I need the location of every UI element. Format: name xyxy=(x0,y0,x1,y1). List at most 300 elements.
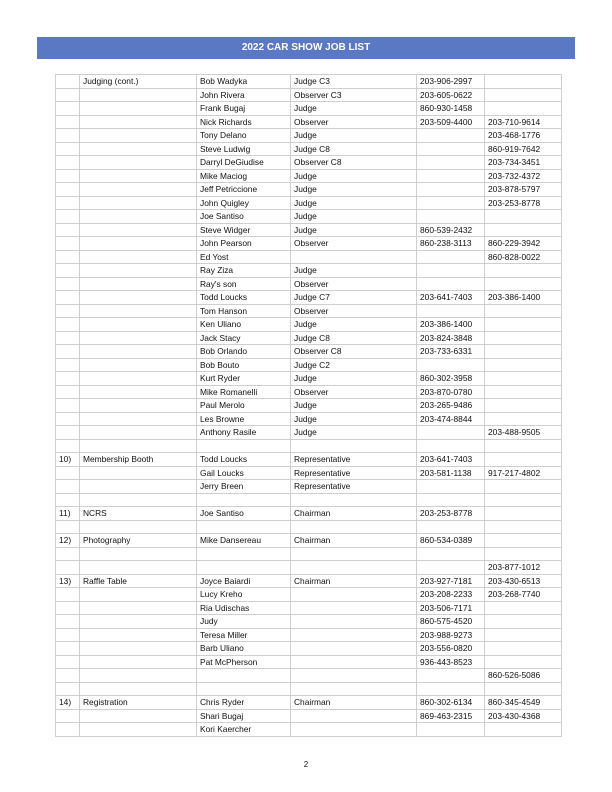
job-area-cell: Membership Booth xyxy=(80,453,197,467)
role-cell xyxy=(291,250,417,264)
row-number-cell xyxy=(56,250,80,264)
row-number-cell: 11) xyxy=(56,507,80,521)
role-cell: Representative xyxy=(291,480,417,494)
role-cell: Judge xyxy=(291,318,417,332)
table-row xyxy=(56,655,562,669)
row-number-cell xyxy=(56,547,80,561)
job-area-cell xyxy=(80,399,197,413)
volunteer-name-cell: Judy xyxy=(197,615,291,629)
job-area-cell xyxy=(80,237,197,251)
phone-primary-cell: 203-988-9273 xyxy=(417,628,485,642)
row-number-cell xyxy=(56,466,80,480)
phone-secondary-cell: 203-488-9505 xyxy=(485,426,562,440)
table-row xyxy=(56,250,562,264)
role-cell xyxy=(291,669,417,683)
volunteer-name-cell: Bob Orlando xyxy=(197,345,291,359)
job-area-cell xyxy=(80,102,197,116)
role-cell: Representative xyxy=(291,453,417,467)
table-row xyxy=(56,601,562,615)
row-number-cell xyxy=(56,520,80,534)
table-row xyxy=(56,358,562,372)
job-area-cell xyxy=(80,277,197,291)
job-area-cell xyxy=(80,156,197,170)
volunteer-name-cell: Todd Loucks xyxy=(197,453,291,467)
volunteer-name-cell: Ria Udischas xyxy=(197,601,291,615)
role-cell: Observer C3 xyxy=(291,88,417,102)
volunteer-name-cell: Les Browne xyxy=(197,412,291,426)
phone-primary-cell xyxy=(417,547,485,561)
table-row xyxy=(56,709,562,723)
volunteer-name-cell: Bob Bouto xyxy=(197,358,291,372)
row-number-cell xyxy=(56,142,80,156)
volunteer-name-cell: Teresa Miller xyxy=(197,628,291,642)
phone-secondary-cell xyxy=(485,507,562,521)
phone-primary-cell xyxy=(417,480,485,494)
job-area-cell xyxy=(80,115,197,129)
phone-primary-cell: 203-641-7403 xyxy=(417,291,485,305)
job-area-cell xyxy=(80,142,197,156)
row-number-cell xyxy=(56,102,80,116)
volunteer-name-cell: Ed Yost xyxy=(197,250,291,264)
job-area-cell xyxy=(80,615,197,629)
phone-primary-cell xyxy=(417,196,485,210)
phone-primary-cell: 860-302-6134 xyxy=(417,696,485,710)
volunteer-name-cell: Kori Kaercher xyxy=(197,723,291,737)
role-cell: Observer C8 xyxy=(291,156,417,170)
role-cell xyxy=(291,439,417,453)
job-area-cell xyxy=(80,493,197,507)
row-number-cell xyxy=(56,318,80,332)
volunteer-name-cell: Barb Uliano xyxy=(197,642,291,656)
volunteer-name-cell: Jeff Petriccione xyxy=(197,183,291,197)
phone-secondary-cell xyxy=(485,345,562,359)
table-row xyxy=(56,291,562,305)
phone-primary-cell xyxy=(417,183,485,197)
row-number-cell xyxy=(56,655,80,669)
volunteer-name-cell xyxy=(197,493,291,507)
role-cell: Judge C3 xyxy=(291,75,417,89)
phone-secondary-cell: 203-253-8778 xyxy=(485,196,562,210)
role-cell: Judge xyxy=(291,372,417,386)
role-cell: Judge xyxy=(291,426,417,440)
row-number-cell xyxy=(56,372,80,386)
phone-primary-cell xyxy=(417,439,485,453)
row-number-cell xyxy=(56,358,80,372)
phone-secondary-cell xyxy=(485,264,562,278)
job-area-cell xyxy=(80,723,197,737)
volunteer-name-cell: Shari Bugaj xyxy=(197,709,291,723)
phone-secondary-cell xyxy=(485,628,562,642)
table-row xyxy=(56,507,562,521)
table-row xyxy=(56,493,562,507)
volunteer-name-cell: Bob Wadyka xyxy=(197,75,291,89)
volunteer-name-cell: Mike Maciog xyxy=(197,169,291,183)
job-area-cell xyxy=(80,709,197,723)
role-cell: Chairman xyxy=(291,534,417,548)
phone-primary-cell: 860-539-2432 xyxy=(417,223,485,237)
phone-primary-cell: 936-443-8523 xyxy=(417,655,485,669)
role-cell: Judge C8 xyxy=(291,331,417,345)
table-row xyxy=(56,115,562,129)
job-area-cell xyxy=(80,291,197,305)
row-number-cell xyxy=(56,588,80,602)
phone-secondary-cell xyxy=(485,223,562,237)
table-row xyxy=(56,574,562,588)
role-cell: Judge C7 xyxy=(291,291,417,305)
phone-primary-cell: 203-556-0820 xyxy=(417,642,485,656)
phone-secondary-cell: 203-430-6513 xyxy=(485,574,562,588)
volunteer-name-cell: Nick Richards xyxy=(197,115,291,129)
phone-secondary-cell: 203-878-5797 xyxy=(485,183,562,197)
row-number-cell xyxy=(56,385,80,399)
phone-primary-cell: 203-509-4400 xyxy=(417,115,485,129)
phone-secondary-cell: 860-526-5086 xyxy=(485,669,562,683)
phone-secondary-cell: 203-268-7740 xyxy=(485,588,562,602)
job-area-cell xyxy=(80,466,197,480)
volunteer-name-cell: Steve Widger xyxy=(197,223,291,237)
row-number-cell xyxy=(56,331,80,345)
table-row xyxy=(56,88,562,102)
job-area-cell: Raffle Table xyxy=(80,574,197,588)
phone-primary-cell: 203-208-2233 xyxy=(417,588,485,602)
table-row xyxy=(56,304,562,318)
job-area-cell xyxy=(80,264,197,278)
row-number-cell xyxy=(56,291,80,305)
phone-primary-cell: 203-824-3848 xyxy=(417,331,485,345)
job-area-cell xyxy=(80,561,197,575)
phone-primary-cell xyxy=(417,277,485,291)
phone-primary-cell xyxy=(417,493,485,507)
role-cell xyxy=(291,588,417,602)
row-number-cell xyxy=(56,264,80,278)
row-number-cell xyxy=(56,115,80,129)
phone-secondary-cell: 860-919-7642 xyxy=(485,142,562,156)
table-row xyxy=(56,102,562,116)
table-row xyxy=(56,399,562,413)
table-row xyxy=(56,682,562,696)
phone-secondary-cell: 860-828-0022 xyxy=(485,250,562,264)
page-title: 2022 CAR SHOW JOB LIST xyxy=(37,37,575,59)
job-area-cell xyxy=(80,601,197,615)
job-area-cell xyxy=(80,183,197,197)
row-number-cell xyxy=(56,223,80,237)
volunteer-name-cell: Jack Stacy xyxy=(197,331,291,345)
table-row xyxy=(56,547,562,561)
role-cell: Judge xyxy=(291,210,417,224)
volunteer-name-cell: Ray's son xyxy=(197,277,291,291)
phone-primary-cell xyxy=(417,264,485,278)
volunteer-name-cell: John Rivera xyxy=(197,88,291,102)
phone-primary-cell xyxy=(417,358,485,372)
table-row xyxy=(56,169,562,183)
volunteer-name-cell: Mike Romanelli xyxy=(197,385,291,399)
role-cell: Chairman xyxy=(291,507,417,521)
table-row xyxy=(56,615,562,629)
phone-secondary-cell xyxy=(485,102,562,116)
phone-secondary-cell: 203-710-9614 xyxy=(485,115,562,129)
row-number-cell xyxy=(56,642,80,656)
phone-secondary-cell: 203-386-1400 xyxy=(485,291,562,305)
row-number-cell: 10) xyxy=(56,453,80,467)
role-cell xyxy=(291,547,417,561)
volunteer-name-cell xyxy=(197,561,291,575)
table-row xyxy=(56,696,562,710)
phone-secondary-cell xyxy=(485,655,562,669)
page-number: 2 xyxy=(303,760,309,769)
role-cell: Judge xyxy=(291,399,417,413)
volunteer-name-cell: Joe Santiso xyxy=(197,210,291,224)
table-row xyxy=(56,183,562,197)
phone-primary-cell xyxy=(417,682,485,696)
row-number-cell xyxy=(56,237,80,251)
phone-secondary-cell: 203-877-1012 xyxy=(485,561,562,575)
job-area-cell xyxy=(80,642,197,656)
table-row xyxy=(56,520,562,534)
phone-primary-cell: 203-641-7403 xyxy=(417,453,485,467)
phone-secondary-cell: 860-345-4549 xyxy=(485,696,562,710)
row-number-cell xyxy=(56,723,80,737)
phone-secondary-cell: 860-229-3942 xyxy=(485,237,562,251)
phone-primary-cell: 869-463-2315 xyxy=(417,709,485,723)
table-row xyxy=(56,196,562,210)
table-row xyxy=(56,480,562,494)
volunteer-name-cell: Steve Ludwig xyxy=(197,142,291,156)
role-cell xyxy=(291,682,417,696)
volunteer-name-cell: Kurt Ryder xyxy=(197,372,291,386)
table-row xyxy=(56,331,562,345)
role-cell: Judge xyxy=(291,183,417,197)
phone-primary-cell xyxy=(417,426,485,440)
table-row xyxy=(56,223,562,237)
phone-secondary-cell xyxy=(485,493,562,507)
row-number-cell xyxy=(56,183,80,197)
role-cell: Judge xyxy=(291,169,417,183)
phone-secondary-cell: 917-217-4802 xyxy=(485,466,562,480)
role-cell xyxy=(291,520,417,534)
job-area-cell xyxy=(80,480,197,494)
table-row xyxy=(56,237,562,251)
phone-secondary-cell xyxy=(485,615,562,629)
phone-secondary-cell xyxy=(485,385,562,399)
job-area-cell xyxy=(80,372,197,386)
volunteer-name-cell: Ray Ziza xyxy=(197,264,291,278)
role-cell: Judge xyxy=(291,196,417,210)
job-area-cell xyxy=(80,210,197,224)
row-number-cell: 14) xyxy=(56,696,80,710)
phone-primary-cell: 203-733-6331 xyxy=(417,345,485,359)
volunteer-name-cell xyxy=(197,547,291,561)
table-row xyxy=(56,318,562,332)
volunteer-name-cell: Todd Loucks xyxy=(197,291,291,305)
job-area-cell xyxy=(80,88,197,102)
row-number-cell xyxy=(56,399,80,413)
phone-primary-cell xyxy=(417,520,485,534)
phone-secondary-cell xyxy=(485,412,562,426)
row-number-cell: 13) xyxy=(56,574,80,588)
volunteer-name-cell: Jerry Breen xyxy=(197,480,291,494)
table-row xyxy=(56,588,562,602)
volunteer-name-cell: Joyce Baiardi xyxy=(197,574,291,588)
row-number-cell xyxy=(56,439,80,453)
role-cell: Chairman xyxy=(291,696,417,710)
phone-primary-cell: 860-575-4520 xyxy=(417,615,485,629)
phone-secondary-cell xyxy=(485,277,562,291)
table-row xyxy=(56,628,562,642)
role-cell xyxy=(291,615,417,629)
job-area-cell xyxy=(80,412,197,426)
role-cell: Observer xyxy=(291,277,417,291)
job-area-cell xyxy=(80,385,197,399)
table-row xyxy=(56,534,562,548)
row-number-cell xyxy=(56,156,80,170)
row-number-cell xyxy=(56,480,80,494)
table-row xyxy=(56,277,562,291)
phone-primary-cell xyxy=(417,169,485,183)
table-row xyxy=(56,264,562,278)
phone-primary-cell xyxy=(417,142,485,156)
phone-primary-cell: 203-927-7181 xyxy=(417,574,485,588)
phone-secondary-cell xyxy=(485,723,562,737)
table-row xyxy=(56,669,562,683)
volunteer-name-cell: John Pearson xyxy=(197,237,291,251)
row-number-cell xyxy=(56,88,80,102)
phone-primary-cell xyxy=(417,304,485,318)
row-number-cell xyxy=(56,196,80,210)
phone-secondary-cell xyxy=(485,304,562,318)
phone-secondary-cell xyxy=(485,88,562,102)
table-row xyxy=(56,426,562,440)
role-cell xyxy=(291,723,417,737)
job-area-cell xyxy=(80,669,197,683)
phone-secondary-cell xyxy=(485,534,562,548)
role-cell: Judge C2 xyxy=(291,358,417,372)
phone-primary-cell xyxy=(417,669,485,683)
job-area-cell xyxy=(80,439,197,453)
role-cell: Judge xyxy=(291,264,417,278)
job-area-cell xyxy=(80,331,197,345)
row-number-cell xyxy=(56,709,80,723)
phone-secondary-cell: 203-468-1776 xyxy=(485,129,562,143)
role-cell: Judge C8 xyxy=(291,142,417,156)
table-row xyxy=(56,142,562,156)
volunteer-name-cell: Gail Loucks xyxy=(197,466,291,480)
phone-primary-cell: 203-581-1138 xyxy=(417,466,485,480)
phone-primary-cell: 860-930-1458 xyxy=(417,102,485,116)
row-number-cell xyxy=(56,493,80,507)
job-area-cell xyxy=(80,628,197,642)
job-area-cell: NCRS xyxy=(80,507,197,521)
phone-secondary-cell xyxy=(485,331,562,345)
volunteer-name-cell: Joe Santiso xyxy=(197,507,291,521)
table-row xyxy=(56,723,562,737)
role-cell: Observer xyxy=(291,385,417,399)
phone-primary-cell: 203-870-0780 xyxy=(417,385,485,399)
phone-secondary-cell: 203-732-4372 xyxy=(485,169,562,183)
role-cell: Judge xyxy=(291,412,417,426)
role-cell xyxy=(291,709,417,723)
phone-primary-cell: 203-906-2997 xyxy=(417,75,485,89)
role-cell: Representative xyxy=(291,466,417,480)
table-row xyxy=(56,129,562,143)
job-area-cell xyxy=(80,223,197,237)
volunteer-name-cell: Ken Uliano xyxy=(197,318,291,332)
phone-secondary-cell xyxy=(485,75,562,89)
phone-secondary-cell: 203-734-3451 xyxy=(485,156,562,170)
job-area-cell: Photography xyxy=(80,534,197,548)
phone-secondary-cell xyxy=(485,642,562,656)
phone-secondary-cell xyxy=(485,453,562,467)
phone-secondary-cell xyxy=(485,520,562,534)
job-area-cell xyxy=(80,588,197,602)
phone-secondary-cell xyxy=(485,480,562,494)
phone-primary-cell: 203-253-8778 xyxy=(417,507,485,521)
phone-secondary-cell xyxy=(485,439,562,453)
volunteer-name-cell: Frank Bugaj xyxy=(197,102,291,116)
phone-secondary-cell: 203-430-4368 xyxy=(485,709,562,723)
role-cell xyxy=(291,628,417,642)
phone-primary-cell: 203-265-9486 xyxy=(417,399,485,413)
phone-primary-cell: 203-506-7171 xyxy=(417,601,485,615)
row-number-cell xyxy=(56,277,80,291)
job-area-cell: Judging (cont.) xyxy=(80,75,197,89)
volunteer-name-cell xyxy=(197,682,291,696)
role-cell: Observer C8 xyxy=(291,345,417,359)
row-number-cell xyxy=(56,615,80,629)
row-number-cell xyxy=(56,601,80,615)
job-list-body xyxy=(56,75,562,737)
role-cell: Chairman xyxy=(291,574,417,588)
table-row xyxy=(56,156,562,170)
row-number-cell xyxy=(56,628,80,642)
phone-secondary-cell xyxy=(485,210,562,224)
row-number-cell xyxy=(56,345,80,359)
volunteer-name-cell: Mike Dansereau xyxy=(197,534,291,548)
job-area-cell xyxy=(80,318,197,332)
job-area-cell xyxy=(80,345,197,359)
row-number-cell xyxy=(56,75,80,89)
phone-primary-cell: 860-238-3113 xyxy=(417,237,485,251)
job-area-cell xyxy=(80,169,197,183)
volunteer-name-cell: Anthony Rasile xyxy=(197,426,291,440)
volunteer-name-cell: John Quigley xyxy=(197,196,291,210)
row-number-cell xyxy=(56,129,80,143)
job-area-cell xyxy=(80,250,197,264)
job-area-cell: Registration xyxy=(80,696,197,710)
volunteer-name-cell: Lucy Kreho xyxy=(197,588,291,602)
role-cell: Observer xyxy=(291,304,417,318)
role-cell xyxy=(291,642,417,656)
job-list-table xyxy=(55,74,562,737)
job-area-cell xyxy=(80,129,197,143)
phone-secondary-cell xyxy=(485,372,562,386)
volunteer-name-cell xyxy=(197,520,291,534)
phone-primary-cell: 203-474-8844 xyxy=(417,412,485,426)
table-row xyxy=(56,642,562,656)
volunteer-name-cell: Tony Delano xyxy=(197,129,291,143)
phone-secondary-cell xyxy=(485,601,562,615)
phone-secondary-cell xyxy=(485,682,562,696)
job-area-cell xyxy=(80,304,197,318)
volunteer-name-cell: Tom Hanson xyxy=(197,304,291,318)
table-row xyxy=(56,439,562,453)
phone-primary-cell: 860-302-3958 xyxy=(417,372,485,386)
table-row xyxy=(56,210,562,224)
job-area-cell xyxy=(80,520,197,534)
phone-secondary-cell xyxy=(485,358,562,372)
volunteer-name-cell: Pat McPherson xyxy=(197,655,291,669)
table-row xyxy=(56,466,562,480)
phone-primary-cell: 860-534-0389 xyxy=(417,534,485,548)
